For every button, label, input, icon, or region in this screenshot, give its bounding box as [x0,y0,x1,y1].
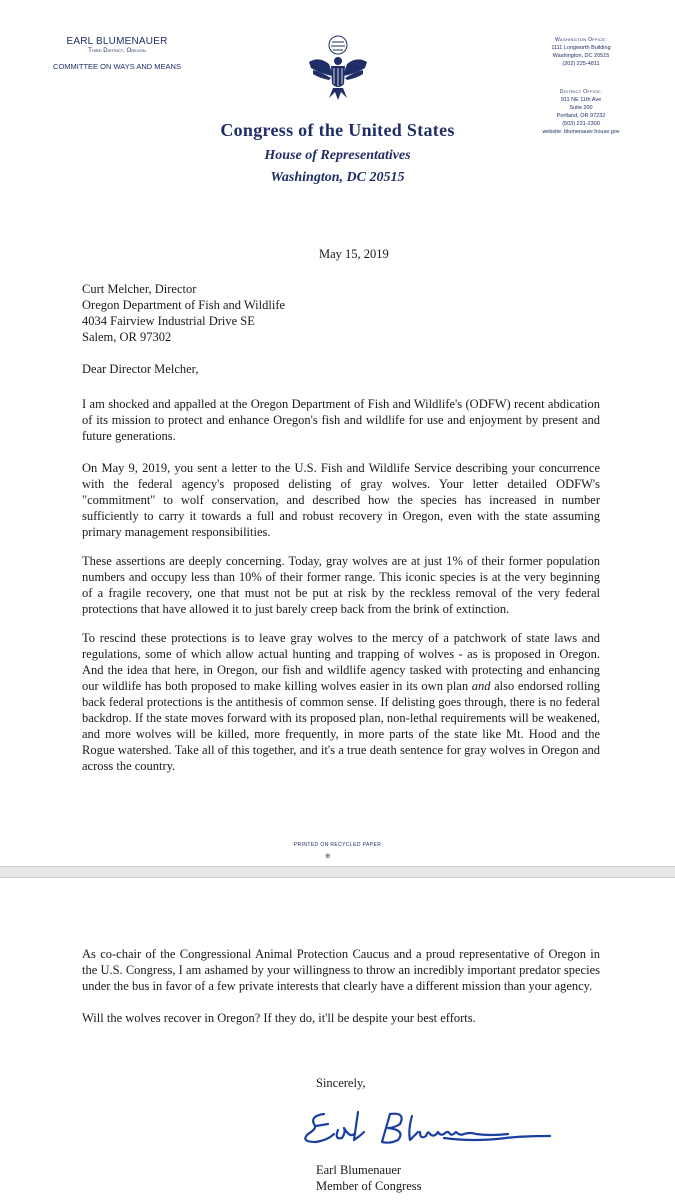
signer-title: Member of Congress [316,1179,422,1193]
city-heading: Washington, DC 20515 [270,170,405,185]
great-seal-eagle-icon [305,34,371,102]
recipient-line: Salem, OR 97302 [82,330,172,344]
letter-page-2 [0,878,675,1200]
union-bug-icon: ⊕ [325,852,331,860]
letter-date: May 15, 2019 [319,247,389,261]
recipient-line: 4034 Fairview Industrial Drive SE [82,314,255,328]
washington-office-line: Washington, DC 20515 [552,53,610,59]
body-paragraph: Will the wolves recover in Oregon? If they do, it'll be despite your best efforts. [82,1011,476,1025]
washington-office-line: 1111 Longworth Building [551,45,611,51]
emphasis-text: and [471,679,491,693]
member-name: EARL BLUMENAUER [66,36,168,47]
recipient-line: Oregon Department of Fish and Wildlife [82,298,286,312]
signer-block [316,1162,422,1194]
committee-name: COMMITTEE ON WAYS AND MEANS [53,62,181,71]
signature-icon [294,1102,564,1156]
body-paragraph: I am shocked and appalled at the Oregon Department of Fish and Wildlife's (ODFW) recent abdication of its mission to protect and enhance Oregon's fish and wildlife for use and enjoyment by present and future generations. [82,397,600,443]
district-office-line: (503) 231-2300 [562,121,600,127]
page-divider [0,866,675,878]
body-paragraph: These assertions are deeply concerning. Today, gray wolves are at just 1% of their former population numbers and occupy less than 10% of their former range. This iconic species is at the very beginning of a fragile recovery, one that must not be put at risk by the reckless removal of the very federal protections that have allowed it to just barely creep back from the brink of extinction. [82,554,600,616]
paragraph-text: also endorsed rolling back federal protections is the antithesis of common sense. If delisting goes through, there is no federal backdrop. If the state moves forward with its proposed plan, non-lethal requirements will be weakened, and more wolves will be killed, more frequently, in more parts of the state like Mt. Hood and the Rogue watershed. Take all of this together, and it's a true death sentence for gray wolves in Oregon and across the country. [82,679,601,773]
district-office-line: Suite 200 [569,105,593,111]
body-paragraph: On May 9, 2019, you sent a letter to the U.S. Fish and Wildlife Service describing your concurrence with the federal agency's proposed delisting of gray wolves. Your letter detailed ODFW's "commitment" to wolf conservation, and described how the species has increased in number sufficiently to carry it towards a full and robust recovery in Oregon, even with the state assuming primary management responsibilities. [82,461,600,539]
washington-office-heading: Washington Office: [554,37,608,43]
website-link[interactable]: website: blumenauer.house.gov [542,129,620,135]
district-office-line: 911 NE 11th Ave [560,97,602,103]
district-office-heading: District Office: [559,89,603,95]
recycled-paper-note: PRINTED ON RECYCLED PAPER [293,842,382,848]
district-office-line: Portland, OR 97232 [556,113,606,119]
house-heading: House of Representatives [264,148,411,163]
closing: Sincerely, [316,1076,366,1090]
letterhead-offices [521,36,641,135]
recipient-address [82,281,285,345]
body-paragraph [82,630,600,774]
signer-name: Earl Blumenauer [316,1163,402,1177]
member-district: Third District, Oregon [88,48,146,54]
letterhead-member-block [42,36,192,71]
body-paragraph: As co-chair of the Congressional Animal Protection Caucus and a proud representative of Oregon in the U.S. Congress, I am ashamed by your willingness to throw an incredibly important predator species under the bus in favor of a few private interests that clearly have a different mission than your agency. [82,947,600,993]
washington-office-line: (202) 225-4811 [562,61,600,67]
recipient-line: Curt Melcher, Director [82,282,197,296]
congress-heading: Congress of the United States [220,120,455,140]
salutation: Dear Director Melcher, [82,362,199,376]
paragraph-text: To rescind these protections is to leave gray wolves to the mercy of a patchwork of state laws and regulations, some of which allow actual hunting and trapping of wolves - as is proposed in Oregon. And the idea that here, in Oregon, our fish and wildlife agency tasked with protecting and enhancing our wildlife has both proposed to make killing wolves easier in its own plan [82,631,600,693]
